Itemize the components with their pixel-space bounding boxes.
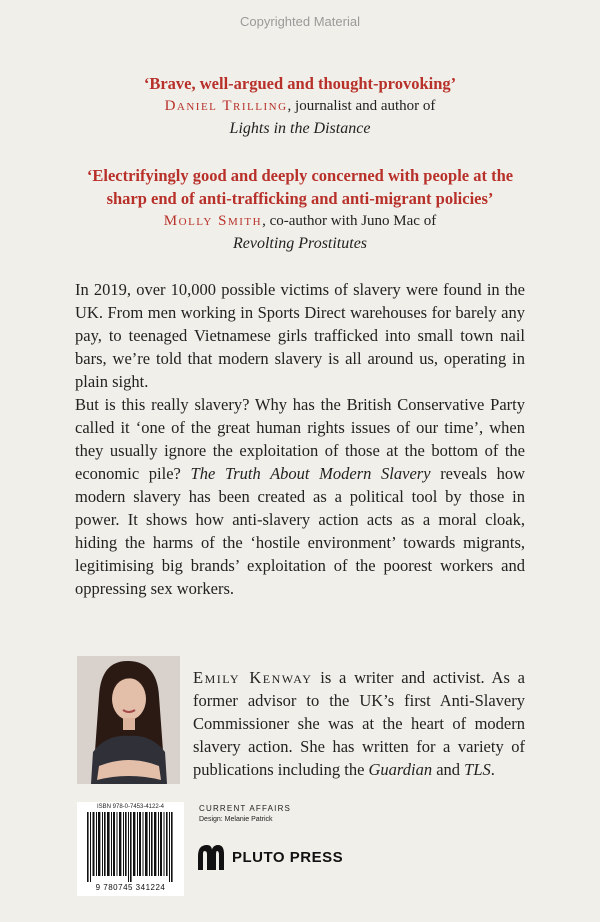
author-bio-and: and (432, 760, 465, 779)
publication-tls: TLS (464, 760, 491, 779)
quote-book-title: Revolting Prostitutes (232, 235, 368, 252)
blurb-paragraph-1: In 2019, over 10,000 possible victims of slavery were found in the UK. From men working in Sports Direct warehouses for barely any pay, to teenaged Vietnamese girls trafficked into small town nail bars, we’re told that modern slavery is all around us, operating in plain sight. (75, 280, 525, 391)
book-title-italic: The Truth About Modern Slavery (190, 464, 431, 483)
publisher-logo (196, 842, 343, 872)
quote-attribution (0, 210, 600, 232)
barcode (77, 802, 184, 896)
author-bio-end: . (490, 760, 495, 779)
isbn-label: ISBN 978-0-7453-4122-4 (96, 804, 165, 810)
quote-author-name: Daniel Trilling (164, 98, 288, 114)
publication-guardian: Guardian (368, 760, 433, 779)
pluto-press-logo-icon (196, 842, 226, 872)
quote-text: ‘Brave, well-argued and thought-provoking’ (143, 74, 457, 93)
watermark: Copyrighted Material (240, 14, 360, 29)
quote-book-title: Lights in the Distance (229, 120, 371, 137)
author-bio-text: is a writer and activist. As a former advisor to the UK’s first Anti-Slavery Commissioner she was at the heart of modern slavery action. She has written for a variety of publications including the (193, 668, 525, 779)
blurb-p2-end: reveals how modern slavery has been created as a political tool by those in power. It shows how anti-slavery action acts as a moral cloak, hiding the harms of the ‘hostile environment’ towards migrants, legitimising big brands’ exploitation of the poorest workers and oppressing sex workers. (75, 464, 525, 598)
author-bio (193, 666, 525, 781)
blurb-paragraph-2 (75, 393, 525, 600)
quote-author-role: , journalist and author of (287, 98, 436, 114)
endorsement-quote-2 (0, 164, 600, 255)
quote-author-role: , co-author with Juno Mac of (262, 213, 437, 229)
category-label: CURRENT AFFAIRS (199, 804, 292, 813)
author-portrait-icon (77, 656, 180, 784)
author-photo (77, 656, 180, 784)
quote-text-line-2: sharp end of anti-trafficking and anti-migrant policies’ (106, 189, 494, 208)
quote-author-name: Molly Smith (163, 213, 263, 229)
endorsement-quote-1 (0, 72, 600, 140)
quote-attribution (0, 95, 600, 117)
quote-text-line-1: ‘Electrifyingly good and deeply concerned with people at the (86, 166, 514, 185)
author-name: Emily Kenway (193, 668, 313, 687)
barcode-number: 9 780745 341224 (95, 883, 166, 892)
barcode-icon (77, 802, 184, 896)
design-credit: Design: Melanie Patrick (199, 816, 273, 823)
blurb-p2-start: But is this really slavery? Why has the British Conservative Party called it ‘one of the great human rights issues of our time’, when they usually ignore the exploitation of those at the bottom of the economic pile? (75, 395, 525, 483)
publisher-name: PLUTO PRESS (232, 848, 344, 866)
